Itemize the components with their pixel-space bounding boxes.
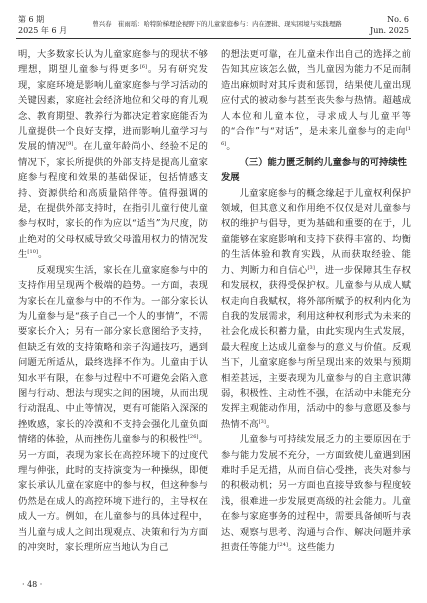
citation: [3] — [258, 418, 266, 425]
citation: [6] — [139, 64, 148, 71]
issue-number: 第 6 期 — [18, 15, 45, 24]
left-paragraph-1 — [18, 47, 208, 263]
paragraph-text: 。另一方面，表现为家长在高控环境下的过度代理与伸张，此时的支持演变为一种操纵，即便家长承认儿童在家庭中的参与权，但这种参与仍然是在成人的高控环境下进行的，主导权在成人一方。例如，在儿童参与的具体过程中，当儿童与成人之间出现观点、决策和行为方面的冲突时，家长理所应当地认为自己 — [18, 434, 208, 553]
paragraph-text: 反观现实生活，家长在儿童家庭参与中的支持作用呈现两个极端的趋势。一方面，表现为家长在儿童参与中的不作为。一部分家长认为儿童参与是“孩子自己一个人的事情”，不需要家长介入；另有一部分家长意图给予支持，但缺乏有效的支持策略和亲子沟通技巧，遇到问题无所适从，最终选择不作为。儿童由于认知水平有限，在参与过程中不可避免会陷入意图与行动、想法与现实之间的困境，从而出现行动混乱、中止等情况，更有可能陷入深深的挫败感，家长的冷漠和不支持会强化儿童负面情绪的体验，从而挫伤儿童参与的积极性 — [18, 264, 208, 446]
issue-date: 2025 年 6 月 — [18, 26, 68, 35]
issue-date-en: Jun. 2025 — [370, 26, 409, 35]
citation: [9] — [66, 141, 74, 148]
right-paragraph-3 — [221, 432, 411, 555]
citation: [26] — [187, 434, 199, 441]
paragraph-text: ，进一步保障其生存权和发展权，获得受保护权。儿童参与从成人赋权走向自我赋权，将外部所赋予的权利内化为自我的发展需求，利用这种权利形式为未来的社会化成长积蓄力量，由此实现内生式发展，最大程度上达成儿童参与的意义与价值。反观当下，儿童家庭参与所呈现出来的效果与预期相差甚远，主要表现为儿童参与的自主意识薄弱，积极性、主动性不强，在活动中未能充分发挥主观能动作用，活动中的参与意愿及参与热情不高 — [221, 264, 411, 430]
paragraph-text: 。 — [226, 141, 236, 153]
paragraph-text: 的想法更可靠，在儿童未作出自己的选择之前告知其应该怎么做，当儿童因为能力不足而制造出麻烦时对其斥责和惩罚，结果使儿童出现应付式的被动参与甚至丧失参与热情。超越成人本位和儿童本位，寻求成人与儿童平等的“合作”与“对话”，是未来儿童参与的走向 — [221, 49, 411, 138]
issue-info-en — [370, 14, 409, 36]
right-paragraph-2 — [221, 186, 411, 433]
citation: [10] — [27, 249, 39, 256]
citation: [16] — [221, 125, 411, 148]
left-paragraph-2 — [18, 263, 208, 556]
page-number: · 48 · — [22, 580, 43, 589]
paragraph-text: 。 — [38, 249, 48, 261]
citation: [24] — [277, 541, 289, 548]
paragraph-text: 儿童参与可持续发展乏力的主要原因在于参与能力发展不充分，一方面致使儿童遇到困难时手足无措，从而自信心受挫，丧失对参与的积极动机；另一方面也直接导致参与程度较浅，很难进一步发展更高级的社会能力。儿童在参与家庭事务的过程中，需要具备倾听与表达、观察与思考、沟通与合作、解决问题并承担责任等能力 — [221, 434, 411, 553]
paragraph-text: 。在儿童年龄尚小、经验不足的情况下，家长所提供的外部支持是提高儿童家庭参与程度和效果的基础保证，包括情感支持、资源供给和高质量陪伴等。值得强调的是，在提供外部支持时，在指引儿童行使儿童参与权时，家长的作为应以“适当”为尺度，防止绝对的父母权威导致父母滥用权力的情况发生 — [18, 141, 208, 261]
left-column — [18, 47, 208, 555]
citation: [3] — [307, 264, 315, 271]
paragraph-text: 。 — [265, 418, 276, 430]
paragraph-text: 。另有研究发现，家庭环境是影响儿童家庭参与学习活动的关键因素，家庭社会经济地位和父母的育儿观念、教育期望、教养行为都决定着家庭能否为儿童提供一个良好支撑，进而影响儿童学习与发展的情况 — [18, 64, 208, 153]
header-rule — [16, 38, 411, 39]
page-header — [0, 0, 427, 48]
issue-number-en: No. 6 — [387, 15, 409, 24]
issue-info — [18, 14, 67, 36]
section-heading: （三）能力匮乏制约儿童参与的可持续性发展 — [221, 156, 407, 184]
right-paragraph-1 — [221, 47, 411, 155]
right-column — [221, 47, 411, 555]
paragraph-text: 明，大多数家长认为儿童家庭参与的现状不够理想，期望儿童参与得更多 — [18, 49, 208, 76]
paragraph-text: 。这些能力 — [288, 542, 336, 553]
paragraph-text: 儿童家庭参与的概念缘起于儿童权利保护领域，但其意义和作用绝不仅仅是对儿童参与权的维护与倡导，更为基础和重要的在于，儿童能够在家庭影响和支持下获得丰富的、均衡的生活体验和教育实践，从而获取经验、能力、判断力和自信心 — [221, 187, 411, 276]
running-title: 曾兴春 崔雨瑶：哈特阶梯理论视野下的儿童家庭参与：内在逻辑、现实困境与实践理路 — [92, 20, 342, 28]
